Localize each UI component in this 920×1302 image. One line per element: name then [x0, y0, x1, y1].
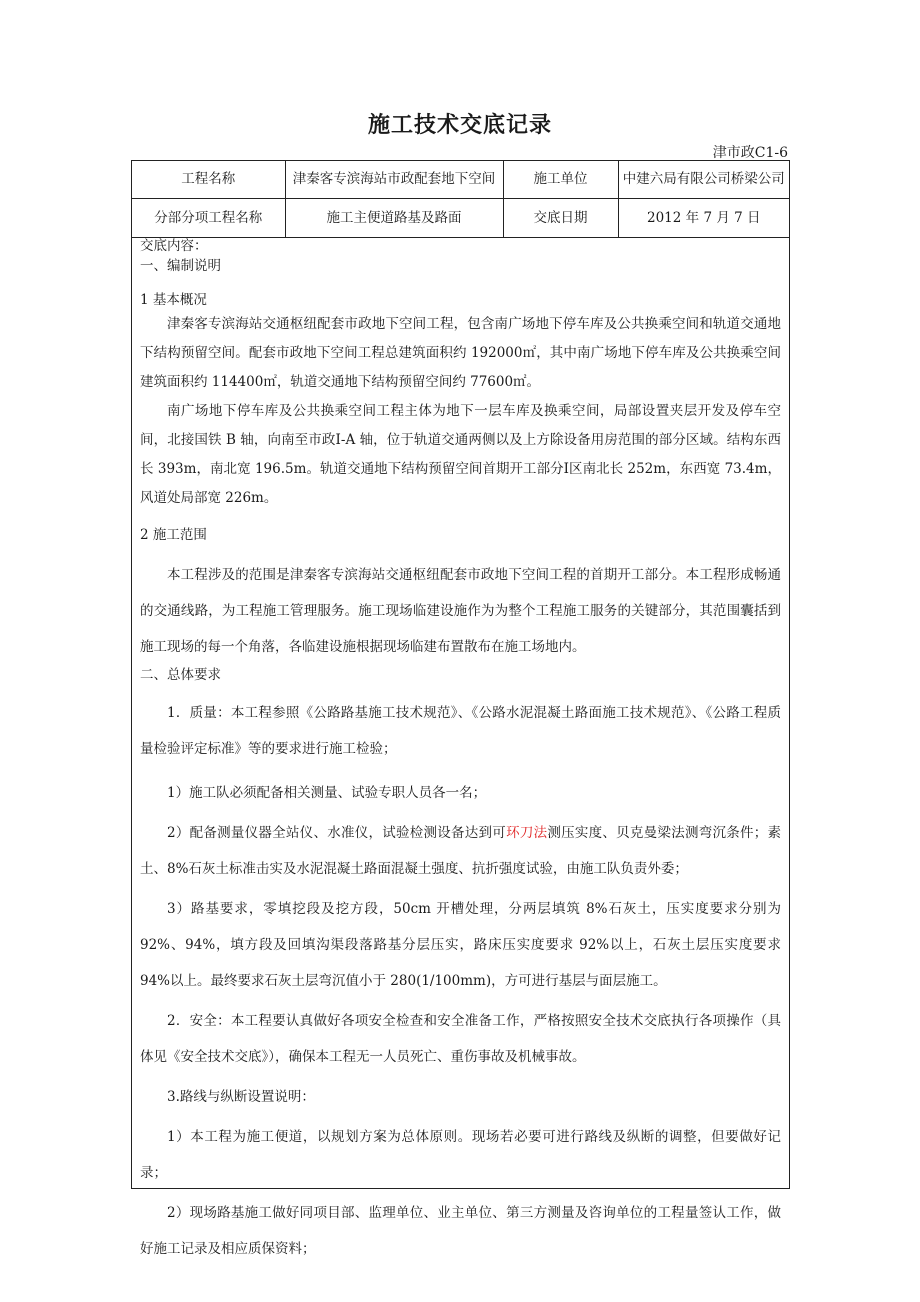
briefing-content — [132, 236, 789, 1267]
highlighted-term: 环刀法 — [506, 825, 548, 841]
date-value: 2012 年 7 月 7 日 — [618, 199, 789, 238]
section-1-title: 一、编制说明 — [140, 258, 221, 274]
equipment-text-a: 2）配备测量仪器全站仪、水准仪，试验检测设备达到可 — [167, 825, 507, 841]
subsection-2-title: 2 施工范围 — [140, 527, 207, 543]
date-label: 交底日期 — [503, 199, 618, 238]
paragraph-route-1: 1）本工程为施工便道，以规划方案为总体原则。现场若必要可进行路线及纵断的调整，但要做好记录； — [140, 1129, 781, 1181]
section-2-title: 二、总体要求 — [140, 667, 221, 683]
paragraph-subgrade: 3）路基要求，零填挖段及挖方段，50cm 开槽处理，分两层填筑 8%石灰土，压实度要求分别为 92%、94%，填方段及回填沟渠段落路基分层压实，路床压实度要求 92%以上，石灰土层压实度要求 94%以上。最终要求石灰土层弯沉值小于 280(1/100mm)，方可进行基层与面层施工。 — [140, 901, 781, 989]
paragraph-scope: 本工程涉及的范围是津秦客专滨海站交通枢纽配套市政地下空间工程的首期开工部分。本工程形成畅通的交通线路，为工程施工管理服务。施工现场临建设施作为为整个工程施工服务的关键部分，其范围囊括到施工现场的每一个角落，各临建设施根据现场临建布置散布在施工场地内。 — [140, 567, 781, 655]
paragraph-overview-2: 南广场地下停车库及公共换乘空间工程主体为地下一层车库及换乘空间，局部设置夹层开发及停车空间，北接国铁 B 轴，向南至市政Ⅰ-A 轴，位于轨道交通两侧以及上方除设备用房范围的部分区域。结构东西长 393m，南北宽 196.5m。轨道交通地下结构预留空间首期开工部分Ⅰ区南北长 252m，东西宽 73.4m，风道处局部宽 226m。 — [140, 403, 781, 506]
document-title: 施工技术交底记录 — [367, 113, 552, 138]
project-name-value: 津秦客专滨海站市政配套地下空间 — [285, 161, 503, 199]
subproject-value: 施工主便道路基及路面 — [285, 199, 503, 238]
paragraph-route-title: 3.路线与纵断设置说明： — [167, 1089, 315, 1105]
project-name-label: 工程名称 — [132, 161, 285, 199]
header-row-subproject — [132, 199, 789, 238]
paragraph-quality: 1．质量：本工程参照《公路路基施工技术规范》、《公路水泥混凝土路面施工技术规范》、《公路工程质量检验评定标准》等的要求进行施工检验； — [140, 705, 781, 757]
equipment-text-b: 测压实度、贝克曼梁法测弯沉条件；素土、8%石灰土标准击实及水泥混凝土路面混凝土强度、抗折强度试验，由施工队负责外委； — [140, 825, 782, 877]
subproject-label: 分部分项工程名称 — [132, 199, 285, 238]
paragraph-staffing: 1）施工队必须配备相关测量、试验专职人员各一名； — [167, 785, 487, 801]
contractor-value: 中建六局有限公司桥梁公司 — [618, 161, 789, 199]
record-sheet — [131, 160, 790, 1257]
contractor-label: 施工单位 — [503, 161, 618, 199]
header-table — [132, 161, 789, 238]
content-heading: 交底内容： — [140, 238, 208, 254]
paragraph-route-2: 2）现场路基施工做好同项目部、监理单位、业主单位、第三方测量及咨询单位的工程量签认工作，做好施工记录及相应质保资料； — [140, 1205, 781, 1257]
paragraph-overview-1: 津秦客专滨海站交通枢纽配套市政地下空间工程，包含南广场地下停车库及公共换乘空间和轨道交通地下结构预留空间。配套市政地下空间工程总建筑面积约 192000㎡，其中南广场地下停车库及公共换乘空间建筑面积约 114400㎡，轨道交通地下结构预留空间约 77600㎡。 — [140, 316, 781, 390]
paragraph-equipment — [140, 815, 781, 887]
subsection-1-title: 1 基本概况 — [140, 292, 207, 308]
header-row-project — [132, 161, 789, 199]
paragraph-safety: 2．安全：本工程要认真做好各项安全检查和安全准备工作，严格按照安全技术交底执行各项操作（具体见《安全技术交底》），确保本工程无一人员死亡、重伤事故及机械事故。 — [140, 1013, 781, 1065]
form-code: 津市政C1-6 — [712, 145, 788, 161]
